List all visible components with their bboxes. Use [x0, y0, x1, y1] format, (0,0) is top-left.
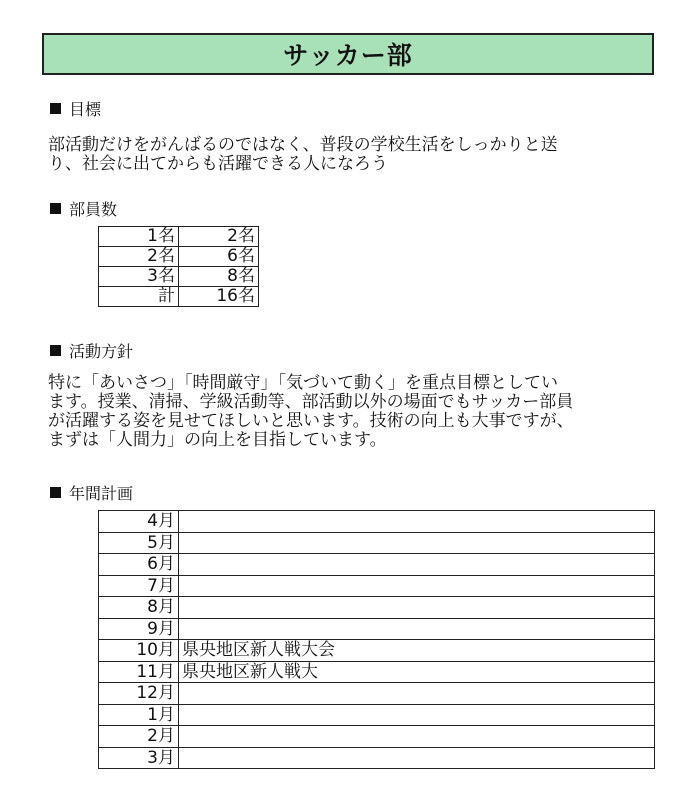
section-heading-members-label: 部員数 [69, 200, 118, 219]
plan-month-cell: 5月 [99, 532, 179, 554]
plan-month-cell: 10月 [99, 640, 179, 662]
goal-paragraph [48, 136, 658, 174]
plan-event-cell [179, 726, 655, 748]
table-row [99, 704, 655, 726]
table-row [99, 597, 655, 619]
plan-month-cell: 3月 [99, 747, 179, 769]
plan-event-cell: 県央地区新人戦大会 [179, 640, 655, 662]
section-heading-goal [50, 97, 101, 120]
plan-month-cell: 4月 [99, 511, 179, 533]
plan-month-cell: 8月 [99, 597, 179, 619]
plan-event-cell: 県央地区新人戦大 [179, 661, 655, 683]
table-row [99, 640, 655, 662]
section-heading-policy-label: 活動方針 [69, 342, 134, 361]
square-bullet-icon [50, 203, 61, 214]
plan-month-cell: 9月 [99, 618, 179, 640]
plan-event-cell [179, 683, 655, 705]
table-row [99, 575, 655, 597]
square-bullet-icon [50, 345, 61, 356]
section-heading-members [50, 197, 117, 220]
members-grade-cell: 1名 [99, 227, 179, 247]
policy-line: まずは「人間力」の向上を目指しています。 [48, 430, 387, 450]
policy-line: が活躍する姿を見せてほしいと思います。技術の向上も大事ですが、 [48, 411, 574, 431]
plan-event-cell [179, 597, 655, 619]
members-count-cell: 2名 [179, 227, 259, 247]
plan-event-cell [179, 618, 655, 640]
policy-line: 特に「あいさつ」「時間厳守」「気づいて動く」を重点目標としてい [48, 373, 558, 393]
plan-month-cell: 6月 [99, 554, 179, 576]
section-heading-goal-label: 目標 [69, 100, 102, 119]
table-row [99, 618, 655, 640]
members-table [98, 226, 259, 307]
members-total-label-cell: 計 [99, 287, 179, 307]
table-row [99, 726, 655, 748]
square-bullet-icon [50, 487, 61, 498]
goal-line: 部活動だけをがんばるのではなく、普段の学校生活をしっかりと送 [48, 135, 558, 155]
table-row [99, 227, 259, 247]
plan-month-cell: 12月 [99, 683, 179, 705]
plan-event-cell [179, 532, 655, 554]
table-row [99, 267, 259, 287]
table-row [99, 511, 655, 533]
section-heading-plan-label: 年間計画 [69, 484, 134, 503]
table-row [99, 661, 655, 683]
page-title [42, 33, 654, 75]
members-count-cell: 8名 [179, 267, 259, 287]
goal-line: り、社会に出てからも活躍できる人になろう [48, 154, 388, 174]
plan-event-cell [179, 554, 655, 576]
annual-plan-table [98, 510, 655, 769]
plan-month-cell: 2月 [99, 726, 179, 748]
members-grade-cell: 2名 [99, 247, 179, 267]
section-heading-plan [50, 481, 133, 504]
table-row [99, 532, 655, 554]
members-count-cell: 6名 [179, 247, 259, 267]
table-row [99, 683, 655, 705]
members-grade-cell: 3名 [99, 267, 179, 287]
plan-month-cell: 7月 [99, 575, 179, 597]
square-bullet-icon [50, 103, 61, 114]
table-row [99, 287, 259, 307]
plan-event-cell [179, 575, 655, 597]
plan-event-cell [179, 511, 655, 533]
plan-month-cell: 1月 [99, 704, 179, 726]
plan-event-cell [179, 747, 655, 769]
policy-line: ます。授業、清掃、学級活動等、部活動以外の場面でもサッカー部員 [48, 392, 574, 412]
plan-month-cell: 11月 [99, 661, 179, 683]
page-title-text: サッカー部 [283, 41, 413, 70]
plan-event-cell [179, 704, 655, 726]
table-row [99, 247, 259, 267]
policy-paragraph [48, 374, 658, 450]
table-row [99, 554, 655, 576]
section-heading-policy [50, 339, 133, 362]
members-total-count-cell: 16名 [179, 287, 259, 307]
table-row [99, 747, 655, 769]
